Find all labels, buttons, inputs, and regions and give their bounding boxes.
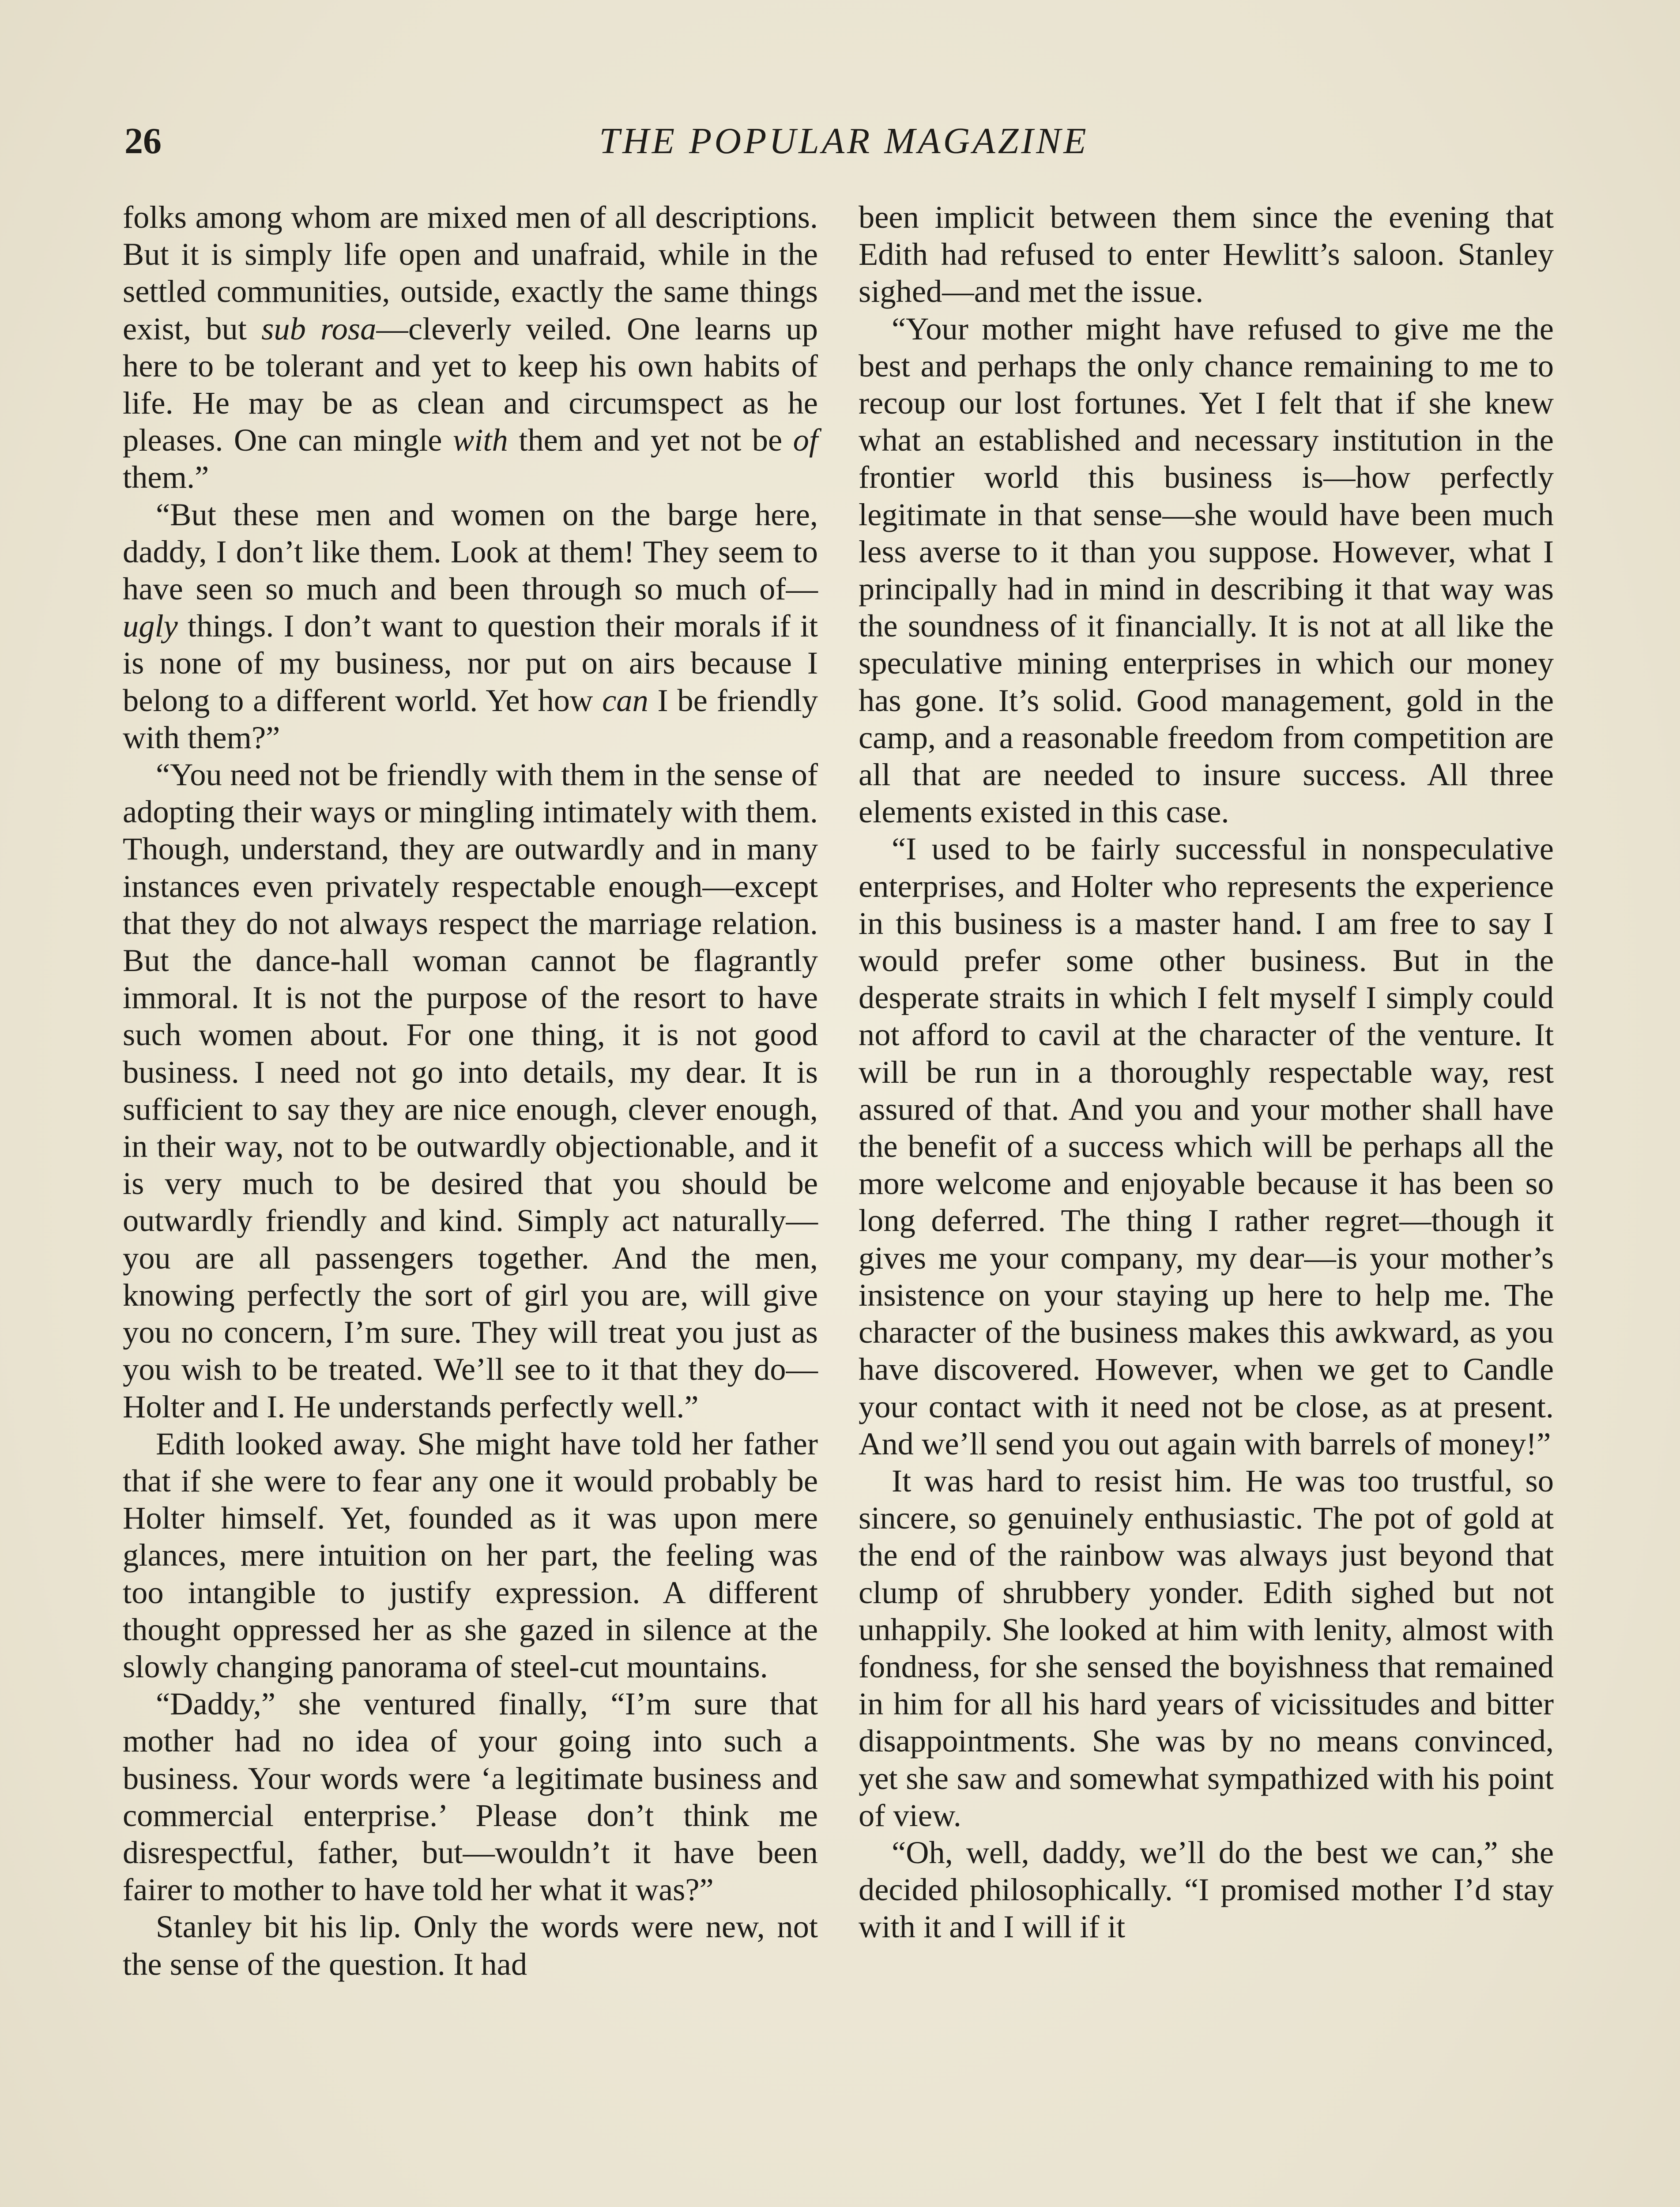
running-title: THE POPULAR MAGAZINE [599, 121, 1089, 162]
page-header [124, 113, 1563, 170]
left-column [123, 199, 818, 1983]
paragraph: “I used to be fairly successful in nonspeculative enterprises, and Holter who represents the experience in this business is a master hand. I am free to say I would prefer some other business. But in the desperate straits in which I felt myself I simply could not afford to cavil at the character of the venture. It will be run in a thoroughly respectable way, rest assured of that. And you and your mother shall have the benefit of a success which will be perhaps all the more welcome and enjoyable because it has been so long deferred. The thing I rather regret—though it gives me your company, my dear—is your mother’s insistence on your staying up here to help me. The character of the business makes this awkward, as you have discovered. However, when we get to Candle your contact with it need not be close, as at present. And we’ll send you out again with barrels of money!” [859, 831, 1554, 1461]
right-column [859, 199, 1554, 1946]
paragraph: “You need not be friendly with them in the sense of adopting their ways or mingling intimately with them. Though, understand, they are outwardly and in many instances even privately respectable enough—except that they do not always respect the marriage relation. But the dance-hall woman cannot be flagrantly immoral. It is not the purpose of the resort to have such women about. For one thing, it is not good business. I need not go into details, my dear. It is sufficient to say they are nice enough, clever enough, in their way, not to be outwardly objectionable, and it is very much to be desired that you should be outwardly friendly and kind. Simply act naturally—you are all passengers together. And the men, knowing perfectly the sort of girl you are, will give you no concern, I’m sure. They will treat you just as you wish to be treated. We’ll see to it that they do—Holter and I. He understands perfectly well.” [123, 757, 818, 1424]
paragraph: It was hard to resist him. He was too trustful, so sincere, so genuinely enthusiastic. The pot of gold at the end of the rainbow was always just beyond that clump of shrubbery yonder. Edith sighed but not unhappily. She looked at him with lenity, almost with fondness, for she sensed the boyishness that remained in him for all his hard years of vicissitudes and bitter disappointments. She was by no means convinced, yet she saw and somewhat sympathized with his point of view. [859, 1462, 1554, 1833]
paragraph: Edith looked away. She might have told her father that if she were to fear any one it would probably be Holter himself. Yet, founded as it was upon mere glances, mere intuition on her part, the feeling was too intangible to justify expression. A different thought oppressed her as she gazed in silence at the slowly changing panorama of steel-cut mountains. [123, 1425, 818, 1684]
paragraph: Stanley bit his lip. Only the words were new, not the sense of the question. It had [123, 1909, 818, 1982]
paragraph: been implicit between them since the evening that Edith had refused to enter Hewlitt’s saloon. Stanley sighed—and met the issue. [859, 199, 1554, 309]
paragraph: “Daddy,” she ventured finally, “I’m sure that mother had no idea of your going into such a business. Your words were ‘a legitimate business and commercial enterprise.’ Please don’t think me disrespectful, father, but—wouldn’t it have been fairer to mother to have told her what it was?” [123, 1686, 818, 1908]
page-number: 26 [124, 121, 162, 162]
paragraph: “But these men and women on the barge here, daddy, I don’t like them. Look at them! They seem to have seen so much and been through so much of—ugly things. I don’t want to question their morals if it is none of my business, nor put on airs because I belong to a different world. Yet how can I be friendly with them?” [123, 496, 818, 755]
paragraph: “Your mother might have refused to give me the best and perhaps the only chance remaining to me to recoup our lost fortunes. Yet I felt that if she knew what an established and necessary institution in the frontier world this business is—how perfectly legitimate in that sense—she would have been much less averse to it than you suppose. However, what I principally had in mind in describing it that way was the soundness of it financially. It is not at all like the speculative mining enterprises in which our money has gone. It’s solid. Good management, gold in the camp, and a reasonable freedom from competition are all that are needed to insure success. All three elements existed in this case. [859, 310, 1554, 830]
paragraph: folks among whom are mixed men of all descriptions. But it is simply life open and unafraid, while in the settled communities, outside, exactly the same things exist, but sub rosa—cleverly veiled. One learns up here to be tolerant and yet to keep his own habits of life. He may be as clean and circumspect as he pleases. One can mingle with them and yet not be of them.” [123, 199, 818, 495]
paragraph: “Oh, well, daddy, we’ll do the best we can,” she decided philosophically. “I promised mother I’d stay with it and I will if it [859, 1834, 1554, 1945]
